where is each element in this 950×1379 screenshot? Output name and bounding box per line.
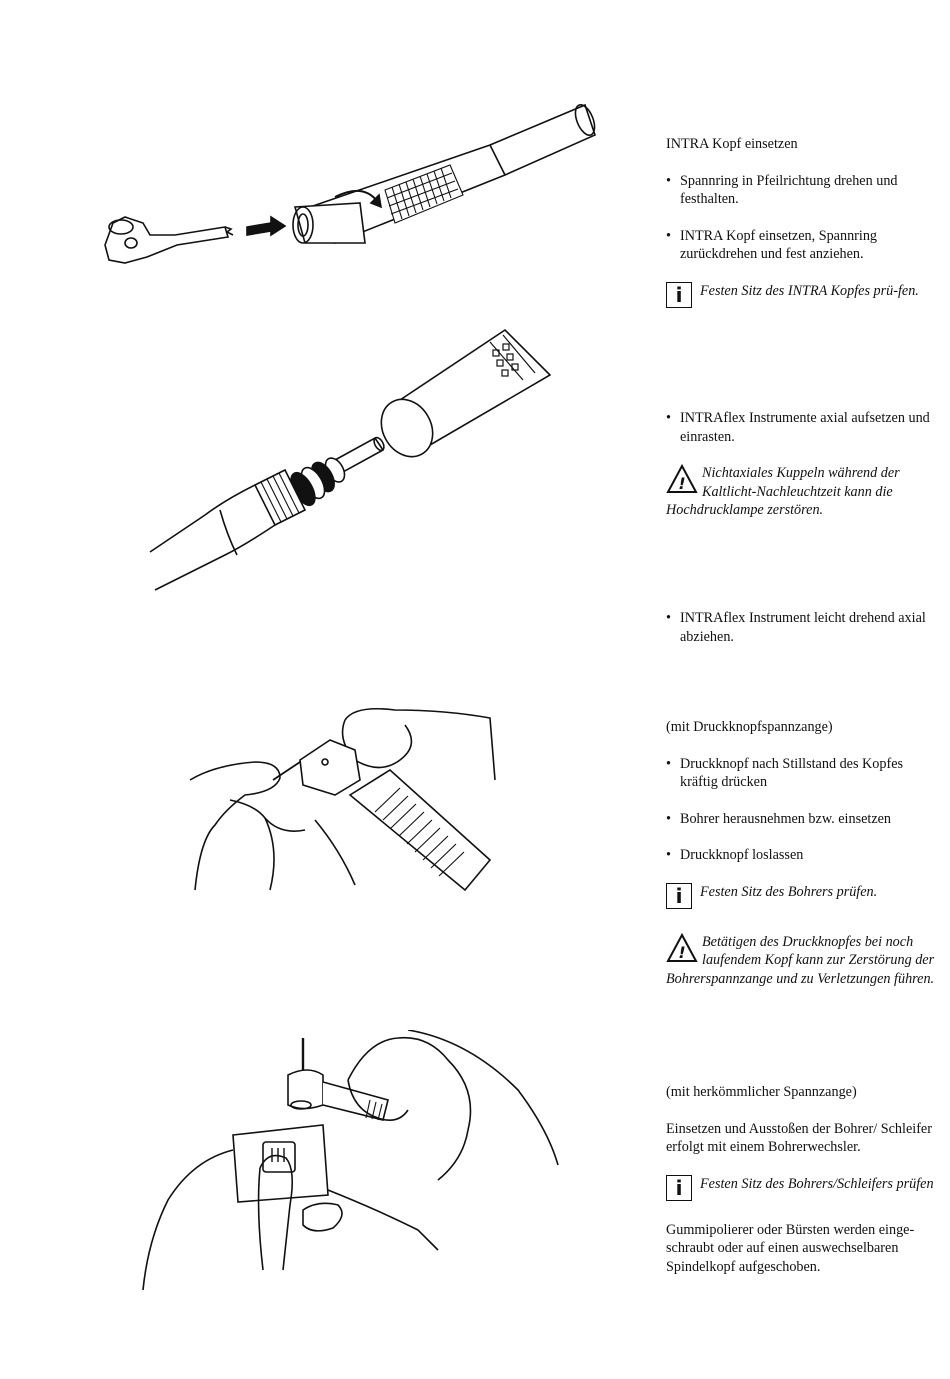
list-item	[666, 846, 944, 865]
bullet-mark: •	[666, 410, 671, 426]
info-note-text: Festen Sitz des Bohrers/Schleifers prüfen	[700, 1175, 934, 1192]
warning-note	[666, 933, 944, 989]
figure-push-button-chuck	[185, 700, 505, 900]
list-item	[666, 172, 944, 209]
section-heading: INTRA Kopf einsetzen	[666, 136, 798, 152]
bullet-mark: •	[666, 227, 671, 244]
list-item	[666, 755, 944, 792]
section-heading: (mit Druckknopfspannzange)	[666, 719, 833, 735]
figure-bur-changer	[138, 1030, 568, 1295]
paragraph: Einsetzen und Ausstoßen der Bohrer/ Schleifer erfolgt mit einem Bohrerwechsler.	[666, 1120, 932, 1155]
info-note-text: Festen Sitz des INTRA Kopfes prü-fen.	[700, 282, 919, 299]
info-icon: i	[666, 1175, 692, 1201]
warning-icon	[666, 464, 698, 494]
section-intra-head	[666, 135, 944, 312]
info-note	[666, 282, 944, 312]
section-intraflex-attach	[666, 409, 944, 520]
bullet-mark: •	[666, 172, 671, 189]
figure-intra-head-insertion	[95, 95, 615, 280]
section-heading: (mit herkömmlicher Spannzange)	[666, 1084, 857, 1100]
warning-icon	[666, 933, 698, 963]
list-item	[666, 227, 944, 264]
section-push-button-chuck	[666, 718, 944, 988]
bullet-mark: •	[666, 847, 671, 863]
bullet-mark: •	[666, 610, 671, 626]
list-item-text: INTRAflex Instrumente axial aufsetzen und einrasten.	[680, 410, 930, 445]
bullet-mark: •	[666, 755, 671, 772]
list-item-text: Druckknopf loslassen	[680, 847, 804, 863]
warning-note	[666, 464, 944, 520]
warning-mark: !	[678, 474, 686, 493]
list-item	[666, 409, 944, 446]
figure-intraflex-coupling	[145, 320, 565, 595]
bullet-mark: •	[666, 810, 671, 827]
list-item-text: INTRA Kopf einsetzen, Spannring zurückdrehen und fest anziehen.	[680, 227, 878, 262]
info-note	[666, 1175, 944, 1205]
info-note-text: Festen Sitz des Bohrers prüfen.	[700, 883, 878, 900]
warning-mark: !	[678, 942, 686, 962]
list-item-text: Bohrer herausnehmen bzw. einsetzen	[680, 810, 892, 827]
section-intraflex-remove	[666, 609, 944, 646]
list-item-text: Druckknopf nach Stillstand des Kopfes kräftig drücken	[680, 755, 904, 790]
section-conventional-chuck	[666, 1083, 944, 1276]
info-icon: i	[666, 883, 692, 909]
warning-text: Nichtaxiales Kuppeln während der Kaltlicht-Nachleuchtzeit kann die Hochdrucklampe zerstören.	[666, 465, 900, 518]
list-item	[666, 810, 944, 829]
warning-text: Betätigen des Druckknopfes bei noch laufendem Kopf kann zur Zerstörung der Bohrerspannzange und zu Verletzungen führen.	[666, 933, 935, 987]
list-item-text: INTRAflex Instrument leicht drehend axial abziehen.	[680, 610, 926, 645]
info-icon: i	[666, 282, 692, 308]
list-item-text: Spannring in Pfeilrichtung drehen und festhalten.	[680, 172, 898, 207]
paragraph: Gummipolierer oder Bürsten werden einge-schraubt oder auf einen auswechselbaren Spindelkopf aufgeschoben.	[666, 1221, 915, 1275]
list-item	[666, 609, 944, 646]
info-note	[666, 883, 944, 913]
